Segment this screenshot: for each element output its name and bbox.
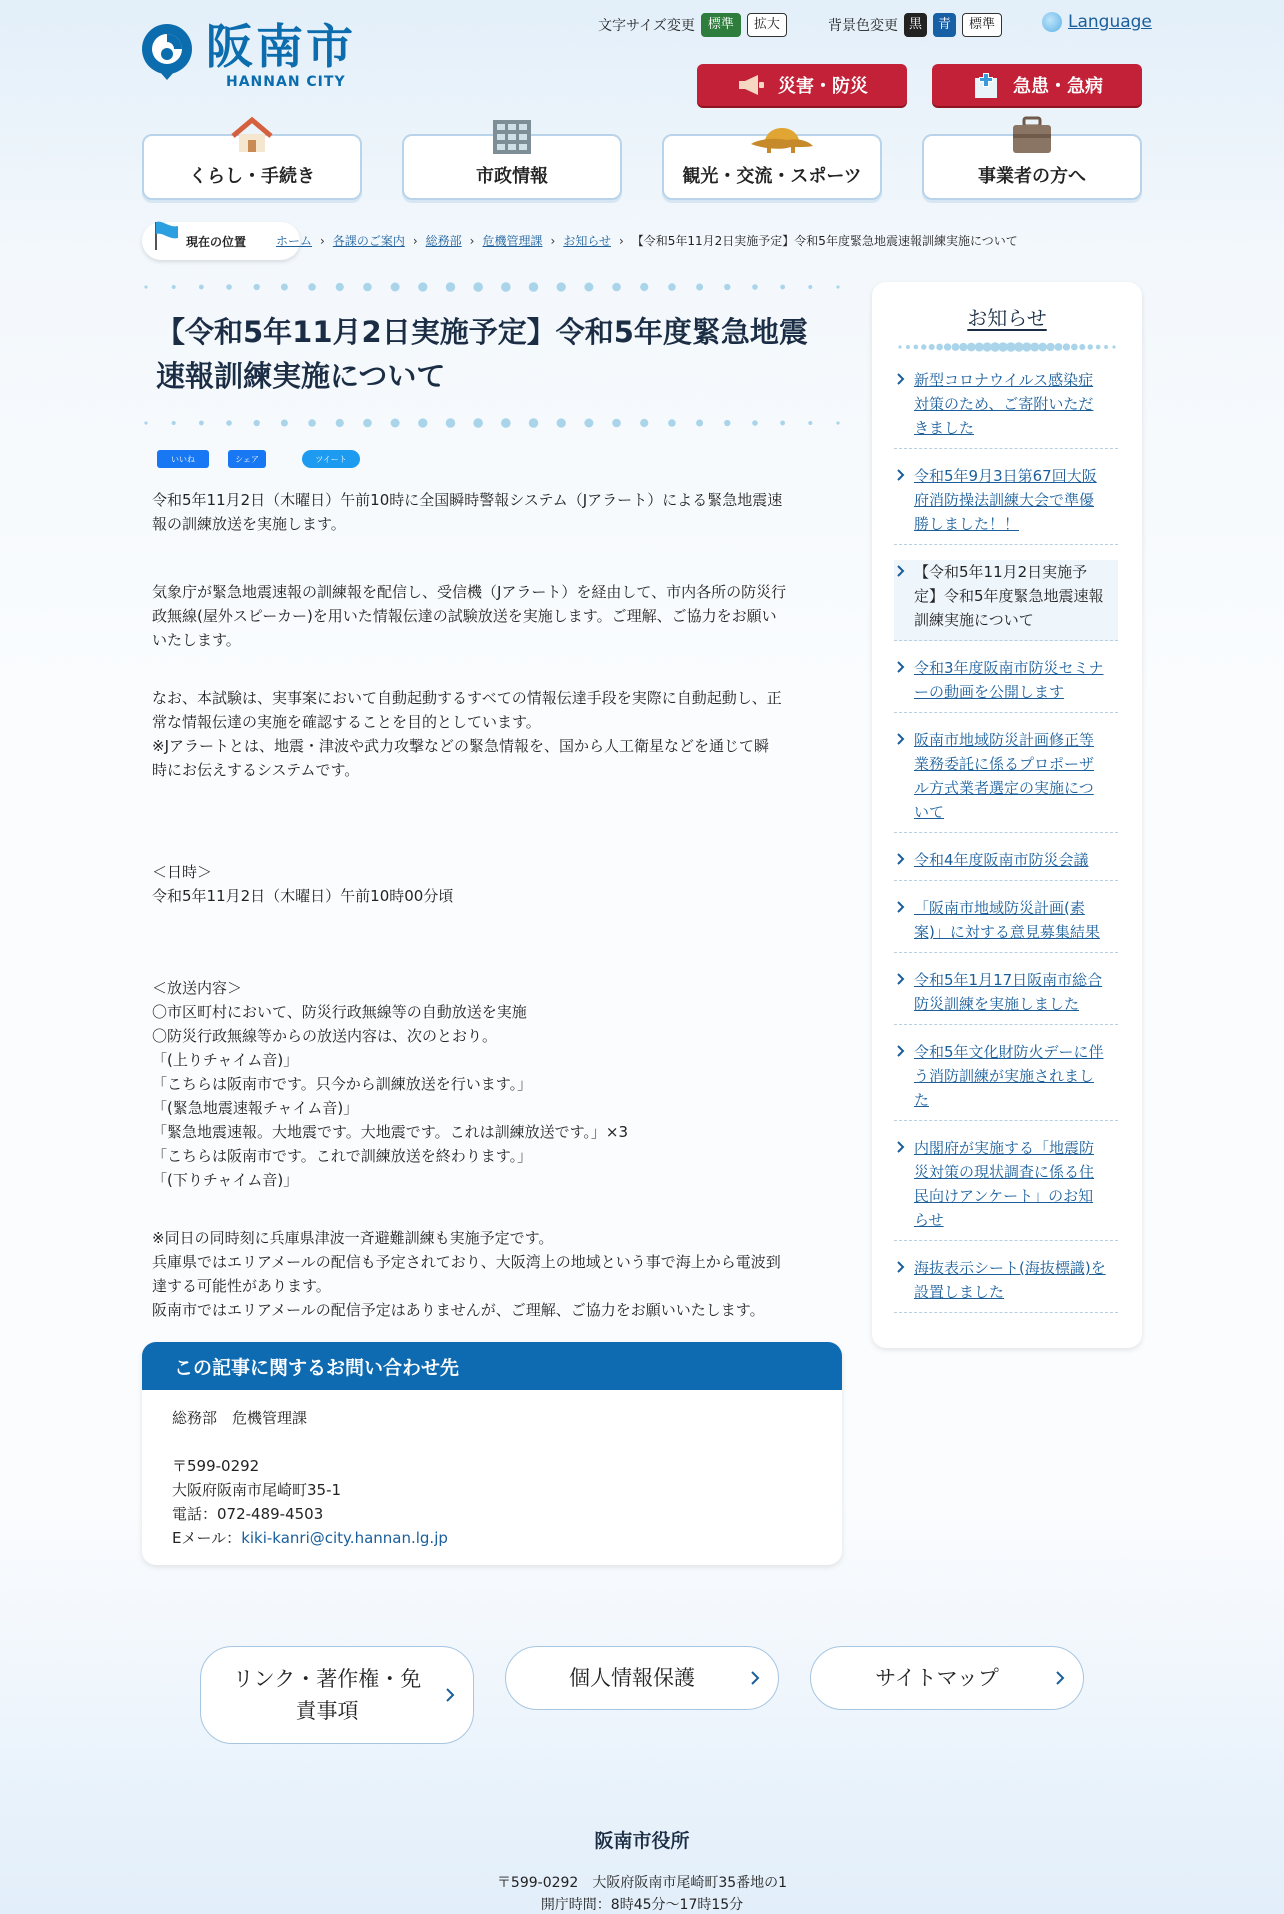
dinosaur-icon: [747, 116, 817, 154]
text-line: 〇防災行政無線等からの放送内容は、次のとおり。: [152, 1027, 498, 1045]
sidebar-item-line: 対策のため、ご寄附いただ: [914, 395, 1094, 413]
breadcrumb-general-affairs[interactable]: 総務部: [425, 234, 462, 248]
sidebar-item-label[interactable]: [914, 848, 1118, 872]
breadcrumb-news[interactable]: お知らせ: [563, 234, 611, 248]
chevron-right-icon: [896, 564, 906, 578]
sidebar-news-item[interactable]: [894, 728, 1118, 833]
disaster-button[interactable]: [697, 64, 907, 106]
text-line: 「(緊急地震速報チャイム音)」: [152, 1099, 359, 1117]
divider-dot: [906, 345, 910, 349]
divider-dot: [1088, 344, 1093, 349]
divider-dot: [446, 282, 455, 291]
breadcrumb-current: 【令和5年11月2日実施予定】令和5年度緊急地震速報訓練実施について: [631, 234, 1018, 248]
chevron-right-icon: [750, 1670, 760, 1686]
text-line: ※Jアラートとは、地震・津波や武力攻撃などの緊急情報を、国から人工衛星などを通じて瞬: [152, 737, 769, 755]
sidebar-news-item[interactable]: [894, 896, 1118, 953]
sidebar-news-item[interactable]: [894, 368, 1118, 449]
sidebar-news-item[interactable]: [894, 1040, 1118, 1121]
text-line: 常な情報伝達の実施を確認することを目的としています。: [152, 713, 541, 731]
briefcase-icon: [1007, 116, 1057, 154]
divider-dot: [1063, 343, 1070, 350]
divider-dot: [836, 285, 839, 288]
divider-dot: [529, 282, 538, 291]
sidebar-item-line: 定】令和5年度緊急地震速報: [914, 587, 1104, 605]
divider-dot: [529, 418, 538, 427]
sidebar-item-line: 令和5年9月3日第67回大阪: [914, 467, 1097, 485]
divider-dot: [696, 420, 703, 427]
font-size-large-button[interactable]: 拡大: [747, 13, 787, 37]
divider-dot: [501, 282, 511, 292]
sidebar-item-line: た: [914, 1091, 930, 1109]
contact-heading: この記事に関するお問い合わせ先: [142, 1342, 842, 1390]
contact-postal: 〒599-0292: [172, 1457, 260, 1475]
divider-dot: [640, 419, 648, 427]
sidebar-item-line: いて: [914, 803, 945, 821]
nav-tab-label: 観光・交流・スポーツ: [682, 166, 862, 187]
globe-icon: [1042, 12, 1062, 32]
city-logo[interactable]: [140, 20, 360, 90]
divider-dot: [752, 284, 758, 290]
text-line: 「こちらは阪南市です。これで訓練放送を終わります。」: [152, 1147, 533, 1165]
footer-link-label: 責事項: [295, 1699, 359, 1723]
divider-dot: [914, 345, 919, 350]
chevron-right-icon: ›: [469, 233, 475, 248]
bg-standard-button[interactable]: 標準: [962, 13, 1002, 37]
sidebar-item-label[interactable]: [914, 656, 1118, 704]
text-line: 〇市区町村において、防災行政無線等の自動放送を実施: [152, 1003, 527, 1021]
divider-dot: [363, 419, 372, 428]
divider-dot: [959, 343, 967, 351]
sidebar-divider: [896, 342, 1118, 352]
sidebar-item-label[interactable]: [914, 368, 1118, 440]
logo-subtitle: HANNAN CITY: [226, 74, 346, 90]
text-line: 政無線(屋外スピーカー)を用いた情報伝達の試験放送を実施します。ご理解、ご協力をお願い: [152, 607, 777, 625]
footer-hours: 開庁時間：8時45分～17時15分: [540, 1897, 744, 1913]
font-size-standard-button[interactable]: 標準: [701, 13, 741, 37]
divider-dot: [226, 284, 232, 290]
text-line: 「(下りチャイム音)」: [152, 1171, 299, 1189]
megaphone-icon: [736, 72, 766, 98]
divider-dot: [199, 285, 204, 290]
text-line: 令和5年11月2日（木曜日）午前10時00分頃: [152, 887, 454, 905]
divider-dot: [557, 282, 566, 291]
divider-dot: [752, 420, 758, 426]
news-sidebar: [872, 282, 1142, 1348]
tweet-button[interactable]: [302, 450, 360, 468]
divider-dot: [418, 418, 427, 427]
sidebar-item-label: [914, 560, 1118, 632]
divider-dot: [1022, 342, 1031, 351]
divider-dot: [952, 343, 960, 351]
sidebar-item-line: 阪南市地域防災計画修正等: [914, 731, 1095, 749]
divider-dot: [501, 418, 511, 428]
flag-icon: [148, 218, 184, 254]
email-link[interactable]: kiki-kanri@city.hannan.lg.jp: [241, 1529, 448, 1547]
sidebar-item-line: 内閣府が実施する「地震防: [914, 1139, 1095, 1157]
chevron-right-icon: [896, 372, 906, 386]
chevron-right-icon: ›: [412, 233, 418, 248]
chevron-right-icon: [896, 660, 906, 674]
email-label: Eメール：: [172, 1529, 242, 1547]
chevron-right-icon: ›: [550, 233, 556, 248]
sidebar-item-label[interactable]: [914, 1136, 1118, 1232]
sidebar-news-item[interactable]: [894, 968, 1118, 1025]
text-line: 「こちらは阪南市です。只今から訓練放送を行います。」: [152, 1075, 533, 1093]
sidebar-item-line: 案)」に対する意見募集結果: [914, 923, 1100, 941]
sidebar-item-line: 訓練実施について: [914, 611, 1034, 629]
divider-dot: [473, 418, 483, 428]
chevron-right-icon: [896, 900, 906, 914]
divider-dot: [936, 344, 943, 351]
footer-link-label: リンク・著作権・免: [232, 1667, 422, 1691]
divider-dot: [199, 421, 204, 426]
sidebar-item-label[interactable]: [914, 464, 1118, 536]
divider-dot: [696, 284, 703, 291]
divider-dot: [944, 343, 951, 350]
text-line: 阪南市ではエリアメールの配信予定はありませんが、ご理解、ご協力をお願いいたします。: [152, 1301, 765, 1319]
sidebar-item-line: 海抜表示シート(海抜標識)を: [914, 1259, 1106, 1277]
title-line: 【令和5年11月2日実施予定】令和5年度緊急地震: [156, 315, 808, 349]
sidebar-item-line: 業務委託に係るプロポーザ: [914, 755, 1095, 773]
sidebar-item-line: 令和5年1月17日阪南市総合: [914, 971, 1103, 989]
chevron-right-icon: [896, 972, 906, 986]
footer-link-label: 個人情報保護: [569, 1666, 695, 1690]
divider-dot: [172, 285, 176, 289]
sidebar-item-label[interactable]: [914, 1040, 1118, 1112]
divider-dot: [612, 283, 621, 292]
divider-dot: [724, 284, 730, 290]
divider-dot: [1038, 343, 1047, 352]
divider-dot: [281, 420, 288, 427]
text-line: 報の訓練放送を実施します。: [152, 515, 346, 533]
chevron-right-icon: [896, 1140, 906, 1154]
text-line: 令和5年11月2日（木曜日）午前10時に全国瞬時警報システム（Jアラート）による緊急地震速: [152, 491, 783, 509]
divider-dot: [1030, 342, 1039, 351]
language-link[interactable]: [1042, 12, 1152, 32]
divider-dot: [1071, 344, 1078, 351]
sidebar-item-line: 災対策の現状調査に係る住: [914, 1163, 1095, 1181]
divider-dot: [308, 283, 316, 291]
divider-dot: [144, 285, 147, 288]
chevron-right-icon: [896, 732, 906, 746]
chevron-right-icon: [896, 1260, 906, 1274]
paragraph-datetime: [152, 860, 842, 908]
paragraph-details: [152, 580, 842, 652]
emergency-button-label: 急患・急病: [1013, 76, 1103, 97]
like-label: いいね: [171, 454, 195, 464]
divider-dot: [1055, 343, 1063, 351]
footer-link-label: サイトマップ: [875, 1666, 999, 1690]
divider-dot: [254, 420, 260, 426]
divider-dot: [172, 421, 176, 425]
text-line: ＜放送内容＞: [152, 979, 243, 997]
divider-dot: [836, 421, 839, 424]
sidebar-item-label[interactable]: [914, 968, 1118, 1016]
divider-dot: [612, 419, 621, 428]
title-line: 速報訓練実施について: [156, 359, 446, 393]
text-line: いたします。: [152, 631, 241, 649]
page-title: [156, 310, 836, 398]
nav-tab-label: くらし・手続き: [189, 166, 315, 187]
sidebar-item-line: 【令和5年11月2日実施予: [914, 563, 1088, 581]
text-line: ＜日時＞: [152, 863, 213, 881]
divider-dot: [254, 284, 260, 290]
divider-dot: [281, 284, 288, 291]
paragraph-hyogo: [152, 1226, 842, 1322]
divider-dot: [780, 421, 785, 426]
divider-dot: [363, 283, 372, 292]
nav-tab-label: 事業者の方へ: [978, 166, 1086, 187]
divider-dot: [336, 283, 344, 291]
text-line: 「(上りチャイム音)」: [152, 1051, 299, 1069]
title-divider-bottom: [142, 416, 842, 430]
bg-color-label: 背景色変更: [828, 18, 898, 34]
divider-dot: [1079, 344, 1085, 350]
divider-dot: [668, 283, 676, 291]
contact-dept: 総務部 危機管理課: [172, 1409, 308, 1427]
sidebar-item-line: らせ: [914, 1211, 944, 1229]
contact-email-row: [172, 1526, 812, 1550]
sidebar-news-item[interactable]: [894, 464, 1118, 545]
sidebar-item-label[interactable]: [914, 728, 1118, 824]
sidebar-item-label[interactable]: [914, 896, 1118, 944]
facebook-like-button[interactable]: [157, 450, 209, 468]
divider-dot: [473, 282, 483, 292]
divider-dot: [1096, 345, 1101, 350]
sidebar-news-item[interactable]: [894, 1136, 1118, 1241]
paragraph-intro: [152, 488, 842, 536]
divider-dot: [668, 419, 676, 427]
bg-black-button[interactable]: 黒: [904, 13, 927, 37]
text-line: 達する可能性があります。: [152, 1277, 331, 1295]
footer-link-copyright[interactable]: [200, 1646, 474, 1744]
paragraph-broadcast: [152, 976, 842, 1192]
sidebar-item-line: 防災訓練を実施しました: [914, 995, 1080, 1013]
contact-phone: 電話：072-489-4503: [172, 1505, 324, 1523]
divider-dot: [808, 421, 812, 425]
disaster-button-label: 災害・防災: [778, 76, 868, 97]
chevron-right-icon: [896, 1044, 906, 1058]
divider-dot: [446, 418, 455, 427]
nav-tab-label: 市政情報: [476, 166, 548, 187]
sidebar-title[interactable]: お知らせ: [967, 306, 1047, 330]
breadcrumb-home[interactable]: ホーム: [276, 234, 313, 248]
facebook-share-button[interactable]: [228, 450, 266, 468]
contact-address: 大阪府阪南市尾崎町35-1: [172, 1481, 342, 1499]
text-line: 「緊急地震速報。大地震です。大地震です。これは訓練放送です。」×3: [152, 1123, 629, 1141]
chevron-right-icon: [1055, 1670, 1065, 1686]
logo-text: 阪南市: [206, 20, 356, 75]
contact-box: [142, 1342, 842, 1565]
divider-dot: [929, 344, 935, 350]
text-line: 兵庫県ではエリアメールの配信も予定されており、大阪湾上の地域という事で海上から電波到: [152, 1253, 781, 1271]
share-label: シェア: [235, 454, 259, 464]
divider-dot: [967, 343, 976, 352]
sidebar-item-line: 勝しました！！: [914, 515, 1020, 533]
divider-dot: [1046, 343, 1054, 351]
font-size-label: 文字サイズ変更: [598, 18, 695, 34]
footer-link-sitemap[interactable]: [810, 1646, 1084, 1710]
divider-dot: [1112, 345, 1115, 348]
divider-dot: [780, 285, 785, 290]
sidebar-item-current: [894, 560, 1118, 641]
divider-dot: [308, 419, 316, 427]
divider-dot: [391, 283, 400, 292]
footer-link-privacy[interactable]: [505, 1646, 779, 1710]
divider-dot: [898, 345, 901, 348]
sidebar-item-line: 新型コロナウイルス感染症: [914, 371, 1094, 389]
sidebar-item-line: 府消防操法訓練大会で準優: [914, 491, 1095, 509]
sidebar-item-line: 民向けアンケート」のお知: [914, 1187, 1094, 1205]
paragraph-purpose: [152, 686, 842, 782]
sidebar-item-line: ーの動画を公開します: [914, 683, 1065, 701]
sidebar-item-label[interactable]: [914, 1256, 1118, 1304]
sidebar-item-line: う消防訓練が実施されまし: [914, 1067, 1095, 1085]
bg-blue-button[interactable]: 青: [933, 13, 956, 37]
bg-color-switcher: [828, 12, 1008, 38]
divider-dot: [557, 418, 566, 427]
text-line: 時にお伝えするシステムです。: [152, 761, 360, 779]
sidebar-item-line: きました: [914, 419, 975, 437]
footer-address: 〒599-0292 大阪府阪南市尾崎町35番地の1: [496, 1875, 788, 1891]
building-icon: [487, 116, 537, 154]
sidebar-item-line: 設置しました: [914, 1283, 1005, 1301]
sidebar-item-line: 「阪南市地域防災計画(素: [914, 899, 1085, 917]
divider-dot: [808, 285, 812, 289]
divider-dot: [418, 282, 427, 291]
sidebar-item-line: 令和5年文化財防火デーに伴: [914, 1043, 1104, 1061]
sidebar-item-line: 令和4年度阪南市防災会議: [914, 851, 1089, 869]
chevron-right-icon: ›: [320, 233, 325, 248]
divider-dot: [1104, 345, 1108, 349]
font-size-switcher: [598, 12, 793, 38]
text-line: 気象庁が緊急地震速報の訓練報を配信し、受信機（Jアラート）を経由して、市内各所の防災行: [152, 583, 787, 601]
chevron-right-icon: [896, 468, 906, 482]
hospital-icon: [971, 72, 1001, 98]
divider-dot: [391, 419, 400, 428]
footer-office-name: 阪南市役所: [594, 1830, 690, 1852]
sidebar-news-item[interactable]: [894, 848, 1118, 881]
divider-dot: [226, 420, 232, 426]
breadcrumb-departments[interactable]: 各課のご案内: [332, 234, 405, 248]
chevron-right-icon: [445, 1687, 455, 1703]
divider-dot: [336, 419, 344, 427]
breadcrumb-crisis-management[interactable]: 危機管理課: [482, 234, 543, 248]
text-line: なお、本試験は、実事案において自動起動するすべての情報伝達手段を実際に自動起動し、正: [152, 689, 782, 707]
sidebar-item-line: ル方式業者選定の実施につ: [914, 779, 1094, 797]
chevron-right-icon: ›: [618, 233, 624, 248]
divider-dot: [975, 342, 984, 351]
city-emblem-icon: [140, 22, 194, 80]
sidebar-news-item[interactable]: [894, 1256, 1118, 1313]
tweet-label: ツイート: [315, 454, 347, 464]
title-divider-top: [142, 280, 842, 294]
divider-dot: [921, 344, 926, 349]
divider-dot: [584, 419, 593, 428]
footer-address-block: [0, 1872, 1284, 1914]
divider-dot: [640, 283, 648, 291]
divider-dot: [144, 421, 147, 424]
house-icon: [227, 116, 277, 154]
sidebar-item-line: 令和3年度阪南市防災セミナ: [914, 659, 1104, 677]
current-location-label: 現在の位置: [186, 234, 247, 249]
text-line: ※同日の同時刻に兵庫県津波一斉避難訓練も実施予定です。: [152, 1229, 554, 1247]
language-label[interactable]: Language: [1068, 12, 1152, 32]
breadcrumb: [276, 232, 1018, 249]
divider-dot: [584, 283, 593, 292]
emergency-button[interactable]: [932, 64, 1142, 106]
sidebar-news-item[interactable]: [894, 656, 1118, 713]
divider-dot: [724, 420, 730, 426]
chevron-right-icon: [896, 852, 906, 866]
